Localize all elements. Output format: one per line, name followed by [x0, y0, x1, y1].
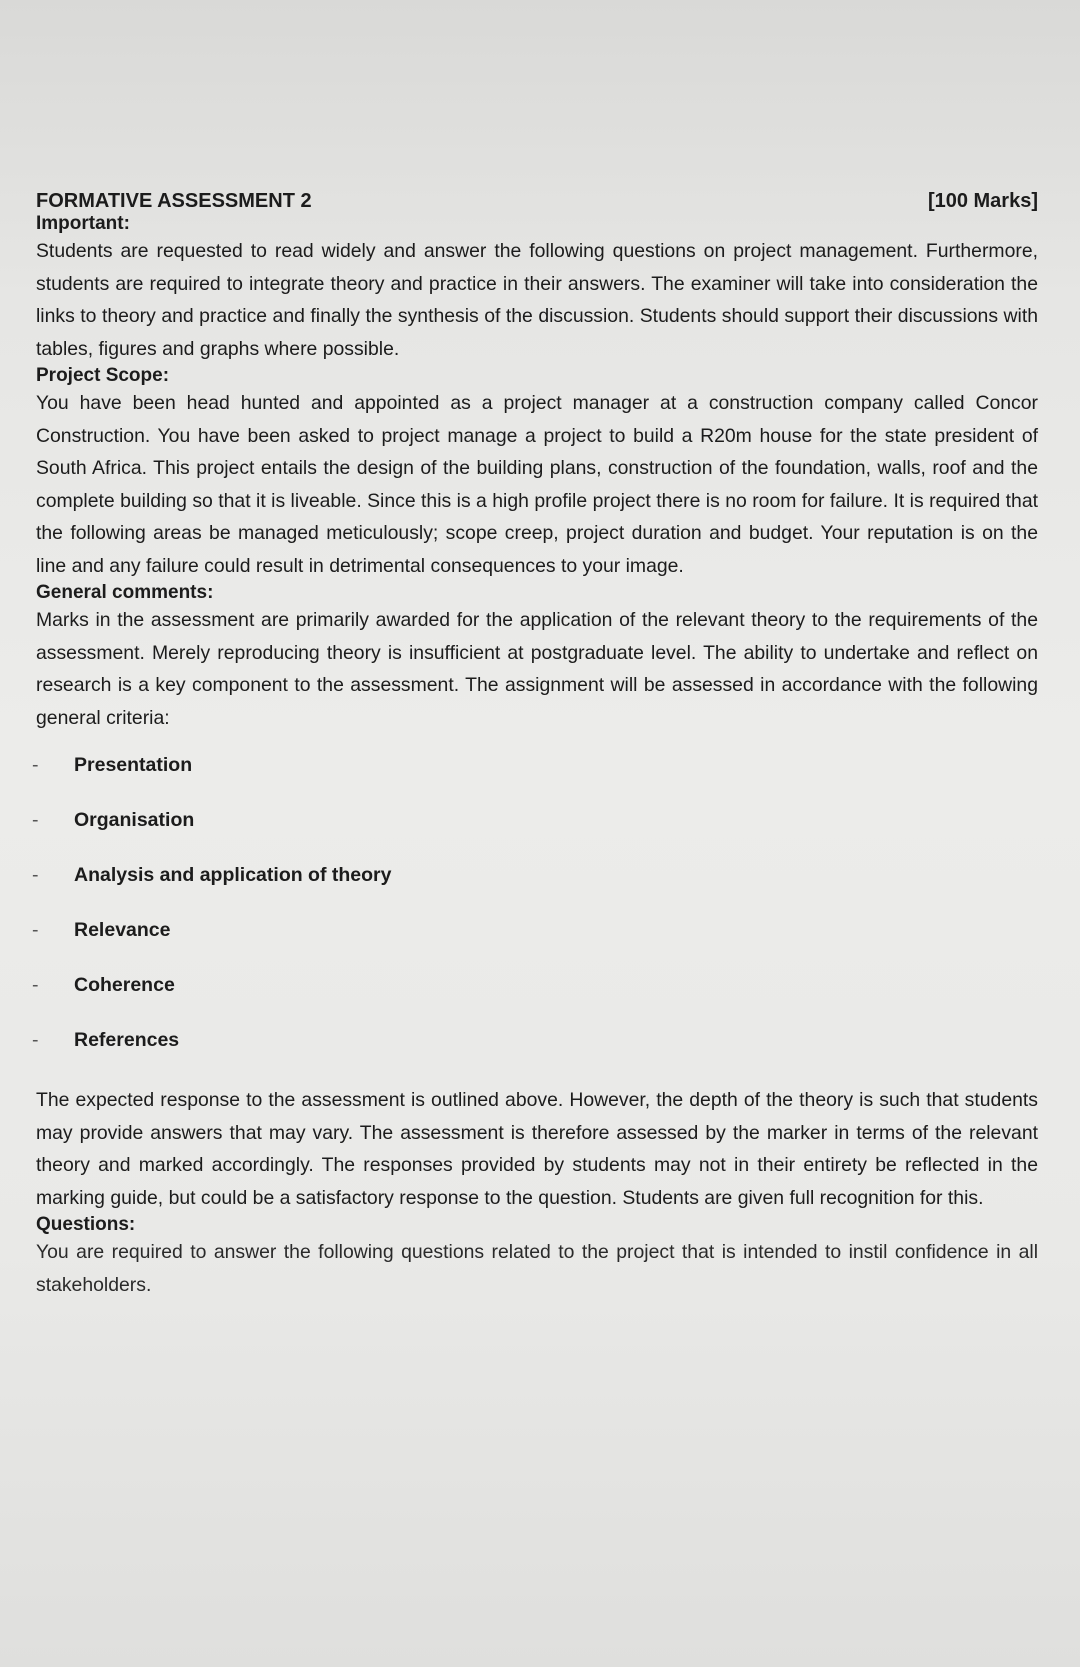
- criteria-list: [32, 754, 1038, 1084]
- general-comments-paragraph: Marks in the assessment are primarily awarded for the application of the relevant theory to the requirements of the assessment. Merely reproducing theory is insufficient at postgraduate level. The ability to undertake and reflect on research is a key component to the assessment. The assignment will be assessed in accordance with the following general criteria:: [36, 609, 1038, 729]
- criterion-label: Coherence: [74, 974, 175, 996]
- questions-paragraph: You are required to answer the following questions related to the project that is intended to instil confidence in all stakeholders.: [36, 1241, 1038, 1296]
- project-scope-paragraph: You have been head hunted and appointed as a project manager at a construction company called Concor Construction. You have been asked to project manage a project to build a R20m house for the state president of South Africa. This project entails the design of the building plans, construction of the foundation, walls, roof and the complete building so that it is liveable. Since this is a high profile project there is no room for failure. It is required that the following areas be managed meticulously; scope creep, project duration and budget. Your reputation is on the line and any failure could result in detrimental consequences to your image.: [36, 392, 1038, 577]
- criterion-label: Presentation: [74, 754, 193, 776]
- bullet-dash: -: [32, 1029, 39, 1051]
- document-header: [36, 184, 1038, 213]
- project-scope-heading: Project Scope:: [36, 365, 170, 386]
- bullet-dash: -: [32, 809, 39, 831]
- important-paragraph: Students are requested to read widely and answer the following questions on project management. Furthermore, students are required to integrate theory and practice in their answers. The examiner will take into consideration the links to theory and practice and finally the synthesis of the discussion. Students should support their discussions with tables, figures and graphs where possible.: [36, 240, 1038, 360]
- list-item: [32, 754, 1038, 809]
- criterion-label: Relevance: [74, 919, 171, 941]
- bullet-dash: -: [32, 864, 39, 886]
- criterion-label: References: [74, 1029, 180, 1051]
- questions-heading: Questions:: [36, 1214, 136, 1235]
- expected-response-paragraph: The expected response to the assessment is outlined above. However, the depth of the theory is such that students may provide answers that may vary. The assessment is therefore assessed by the marker in terms of the relevant theory and marked accordingly. The responses provided by students may not in their entirety be reflected in the marking guide, but could be a satisfactory response to the question. Students are given full recognition for this.: [36, 1089, 1038, 1209]
- list-item: [32, 809, 1038, 864]
- important-heading: Important:: [36, 213, 130, 234]
- document-title: FORMATIVE ASSESSMENT 2: [36, 190, 312, 212]
- general-comments-heading: General comments:: [36, 582, 214, 603]
- list-item: [32, 919, 1038, 974]
- list-item: [32, 1029, 1038, 1084]
- list-item: [32, 974, 1038, 1029]
- criterion-label: Analysis and application of theory: [74, 864, 392, 886]
- list-item: [32, 864, 1038, 919]
- total-marks: [100 Marks]: [927, 190, 1038, 212]
- bullet-dash: -: [32, 974, 39, 996]
- bullet-dash: -: [32, 754, 39, 776]
- criterion-label: Organisation: [74, 809, 195, 831]
- bullet-dash: -: [32, 919, 39, 941]
